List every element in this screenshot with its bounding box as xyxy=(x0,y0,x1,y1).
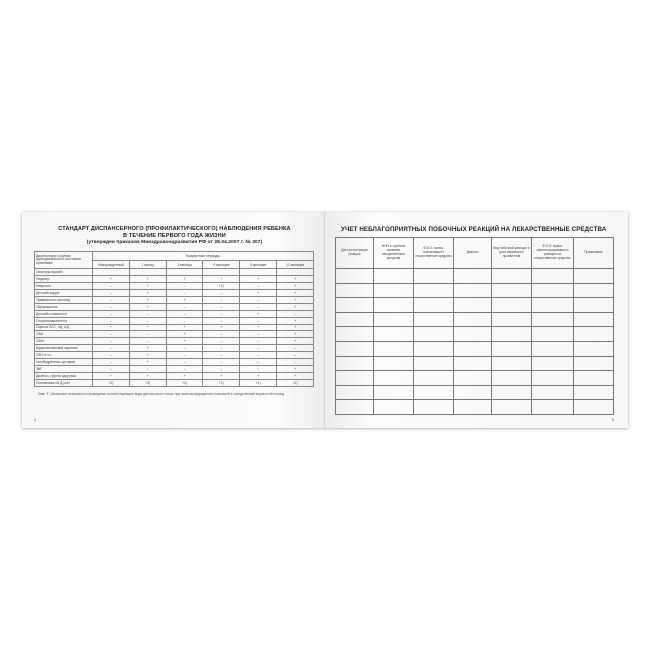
table-cell: + xyxy=(166,324,203,331)
row-label: ОАК xyxy=(35,331,93,338)
row-label: Офтальмолог xyxy=(35,303,93,310)
empty-cell[interactable] xyxy=(336,371,374,386)
table-cell: – xyxy=(240,303,277,310)
row-label: ЭКГ xyxy=(35,365,93,372)
row-label: Аудиологический скрининг xyxy=(35,345,93,352)
table-cell: – xyxy=(203,358,240,365)
table-cell: – xyxy=(240,352,277,359)
table-cell: – xyxy=(203,331,240,338)
table-cell: + xyxy=(203,276,240,283)
page-number-right: 5 xyxy=(611,417,614,422)
table-cell: – xyxy=(129,310,166,317)
table-cell xyxy=(203,269,240,276)
header-diagnostics: Диагностика и оценка функционального состояния организма xyxy=(35,252,93,269)
age-column-header: 1 месяц xyxy=(129,260,166,269)
empty-cell[interactable] xyxy=(374,298,414,313)
table-row xyxy=(35,324,314,331)
empty-cell[interactable] xyxy=(492,356,532,371)
age-column-header: 6 месяцев xyxy=(203,260,240,269)
empty-cell[interactable] xyxy=(492,385,532,400)
empty-cell[interactable] xyxy=(336,385,374,400)
table-cell: +1) xyxy=(93,379,130,386)
table-cell: – xyxy=(93,290,130,297)
empty-cell[interactable] xyxy=(454,341,492,356)
empty-cell[interactable] xyxy=(532,269,574,284)
row-label: тазобедренных суставов xyxy=(35,358,93,365)
empty-cell[interactable] xyxy=(574,283,614,298)
table-row xyxy=(35,372,314,379)
empty-cell[interactable] xyxy=(574,385,614,400)
table-cell: – xyxy=(240,296,277,303)
table-row xyxy=(35,283,314,290)
table-cell: – xyxy=(93,331,130,338)
table-cell: – xyxy=(203,290,240,297)
row-label: УЗИ, в т.ч. xyxy=(35,352,93,359)
table-cell: + xyxy=(129,345,166,352)
table-cell: + xyxy=(129,358,166,365)
booklet-spread xyxy=(22,212,628,428)
table-cell: +1) xyxy=(277,379,314,386)
column-header: Диагноз xyxy=(454,238,492,269)
table-row xyxy=(35,338,314,345)
table-cell: + xyxy=(277,290,314,297)
table-cell: + xyxy=(166,372,203,379)
empty-cell[interactable] xyxy=(492,327,532,342)
table-cell: + xyxy=(129,296,166,303)
table-cell: + xyxy=(129,372,166,379)
empty-cell[interactable] xyxy=(574,371,614,386)
table-cell: + xyxy=(277,324,314,331)
empty-cell[interactable] xyxy=(454,371,492,386)
table-cell: – xyxy=(240,331,277,338)
table-cell: – xyxy=(240,283,277,290)
empty-cell[interactable] xyxy=(492,341,532,356)
empty-row xyxy=(336,327,614,342)
empty-cell[interactable] xyxy=(574,327,614,342)
table-cell: – xyxy=(129,338,166,345)
table-cell: + xyxy=(129,290,166,297)
row-label: Травматолог-ортопед xyxy=(35,296,93,303)
table-row xyxy=(35,345,314,352)
table-cell: +1) xyxy=(240,379,277,386)
column-header: Вид побочной реакции и дата первичного проявления xyxy=(492,238,532,269)
table-cell: – xyxy=(277,352,314,359)
table-cell: + xyxy=(166,338,203,345)
empty-cell[interactable] xyxy=(336,312,374,327)
table-cell: +1) xyxy=(129,379,166,386)
table-row xyxy=(35,269,314,276)
empty-cell[interactable] xyxy=(454,298,492,313)
empty-row xyxy=(336,312,614,327)
column-header: МНН и торговое название лекарственного средства xyxy=(374,238,414,269)
table-row xyxy=(35,365,314,372)
right-page xyxy=(325,212,628,428)
table-cell: – xyxy=(240,345,277,352)
row-label: Диагноз, группа здоровья xyxy=(35,372,93,379)
table-row xyxy=(35,331,314,338)
empty-cell[interactable] xyxy=(374,312,414,327)
table-cell xyxy=(277,269,314,276)
empty-cell[interactable] xyxy=(574,269,614,284)
empty-cell[interactable] xyxy=(532,400,574,415)
header-age-periods: Возрастные периоды xyxy=(93,252,314,261)
empty-row xyxy=(336,283,614,298)
empty-cell[interactable] xyxy=(414,400,454,415)
dispensary-standard-table xyxy=(34,251,314,386)
empty-cell[interactable] xyxy=(414,283,454,298)
table-cell: +1) xyxy=(166,379,203,386)
empty-cell[interactable] xyxy=(336,341,374,356)
table-cell: – xyxy=(93,303,130,310)
empty-cell[interactable] xyxy=(454,385,492,400)
table-cell: + xyxy=(203,324,240,331)
table-cell: + xyxy=(240,324,277,331)
table-cell: + xyxy=(240,310,277,317)
age-column-header: 3 месяца xyxy=(166,260,203,269)
table-row xyxy=(35,317,314,324)
table-cell: + xyxy=(240,276,277,283)
empty-cell[interactable] xyxy=(336,283,374,298)
age-column-header: 12 месяцев xyxy=(277,260,314,269)
table-row xyxy=(35,379,314,386)
table-cell xyxy=(240,269,277,276)
table-cell: + xyxy=(166,331,203,338)
empty-cell[interactable] xyxy=(414,341,454,356)
table-cell: – xyxy=(93,345,130,352)
empty-cell[interactable] xyxy=(532,371,574,386)
table-cell: + xyxy=(129,276,166,283)
empty-cell[interactable] xyxy=(374,385,414,400)
table-cell: – xyxy=(166,317,203,324)
empty-cell[interactable] xyxy=(574,312,614,327)
empty-cell[interactable] xyxy=(492,371,532,386)
table-cell: + xyxy=(277,317,314,324)
empty-cell[interactable] xyxy=(532,283,574,298)
empty-cell[interactable] xyxy=(336,356,374,371)
empty-row xyxy=(336,371,614,386)
table-cell: – xyxy=(240,338,277,345)
table-cell: + xyxy=(277,372,314,379)
table-row xyxy=(35,296,314,303)
table-cell: – xyxy=(93,283,130,290)
empty-row xyxy=(336,298,614,313)
table-cell: – xyxy=(93,317,130,324)
empty-row xyxy=(336,269,614,284)
empty-cell[interactable] xyxy=(492,269,532,284)
row-label: Детский хирург xyxy=(35,290,93,297)
table-row xyxy=(35,303,314,310)
table-cell: + xyxy=(240,372,277,379)
empty-cell[interactable] xyxy=(414,327,454,342)
column-header: Примечание xyxy=(574,238,614,269)
empty-cell[interactable] xyxy=(374,269,414,284)
table-cell: + xyxy=(203,372,240,379)
table-cell: – xyxy=(203,338,240,345)
table-cell: – xyxy=(129,317,166,324)
table-cell: + xyxy=(277,276,314,283)
row-label: Осмотры врачей: xyxy=(35,269,93,276)
table-row xyxy=(35,276,314,283)
row-label: Постановка на Д учет xyxy=(35,379,93,386)
empty-cell[interactable] xyxy=(374,400,414,415)
empty-cell[interactable] xyxy=(532,356,574,371)
table-cell: – xyxy=(93,338,130,345)
left-page-title: СТАНДАРТ ДИСПАНСЕРНОГО (ПРОФИЛАКТИЧЕСКОГО) НАБЛЮДЕНИЯ РЕБЕНКА В ТЕЧЕНИЕ ПЕРВОГО ГОДА ЖИЗНИ (утвержден приказом Минздравсоцразвития РФ от 28.04.2007 г. № 307) xyxy=(58,226,291,245)
adverse-reactions-table xyxy=(335,237,614,415)
row-label: Невролог xyxy=(35,283,93,290)
column-header: Ф.И.О. врача, зарегистрировавшего реакцию на лекарственное средство xyxy=(532,238,574,269)
table-cell: + xyxy=(277,365,314,372)
table-cell: – xyxy=(166,303,203,310)
empty-cell[interactable] xyxy=(414,371,454,386)
table-cell: – xyxy=(203,352,240,359)
empty-cell[interactable] xyxy=(492,283,532,298)
table-cell: – xyxy=(129,365,166,372)
table-cell: – xyxy=(240,358,277,365)
table-row xyxy=(35,358,314,365)
table-cell: – xyxy=(93,365,130,372)
table-cell: + xyxy=(129,283,166,290)
table-row xyxy=(35,352,314,359)
table-cell: + xyxy=(277,283,314,290)
table-cell: +1) xyxy=(203,379,240,386)
empty-cell[interactable] xyxy=(414,385,454,400)
table-cell: + xyxy=(277,303,314,310)
empty-cell[interactable] xyxy=(492,312,532,327)
empty-cell[interactable] xyxy=(414,298,454,313)
table-cell: – xyxy=(166,365,203,372)
empty-row xyxy=(336,385,614,400)
row-label: Оториноларинголог xyxy=(35,317,93,324)
table-cell: – xyxy=(203,345,240,352)
table-cell: + xyxy=(277,338,314,345)
empty-cell[interactable] xyxy=(492,298,532,313)
row-label: ОАМ xyxy=(35,338,93,345)
table-cell: + xyxy=(93,324,130,331)
empty-cell[interactable] xyxy=(532,385,574,400)
empty-cell[interactable] xyxy=(574,356,614,371)
table-cell: – xyxy=(129,331,166,338)
table-cell: – xyxy=(93,352,130,359)
table-cell: + xyxy=(129,303,166,310)
row-label: Оценка ЧСС, ЧД, АД xyxy=(35,324,93,331)
table-cell: – xyxy=(203,310,240,317)
age-column-header: 9 месяцев xyxy=(240,260,277,269)
empty-cell[interactable] xyxy=(532,327,574,342)
table-cell: – xyxy=(203,365,240,372)
table-cell: – xyxy=(93,358,130,365)
empty-cell[interactable] xyxy=(532,312,574,327)
table-cell: – xyxy=(240,317,277,324)
table-cell xyxy=(129,269,166,276)
empty-cell[interactable] xyxy=(414,269,454,284)
table-cell: + xyxy=(93,372,130,379)
table-cell: – xyxy=(166,345,203,352)
table-cell: + xyxy=(277,331,314,338)
empty-cell[interactable] xyxy=(532,341,574,356)
page-number-left: 4 xyxy=(34,417,37,422)
empty-cell[interactable] xyxy=(492,400,532,415)
empty-cell[interactable] xyxy=(336,298,374,313)
table-cell xyxy=(93,269,130,276)
table-cell: + xyxy=(166,296,203,303)
table-cell: – xyxy=(240,365,277,372)
table-cell: – xyxy=(166,352,203,359)
empty-cell[interactable] xyxy=(574,298,614,313)
empty-cell[interactable] xyxy=(454,327,492,342)
empty-cell[interactable] xyxy=(414,356,454,371)
table-cell: – xyxy=(203,303,240,310)
empty-cell[interactable] xyxy=(374,283,414,298)
table-cell: + xyxy=(129,352,166,359)
empty-cell[interactable] xyxy=(374,371,414,386)
empty-cell[interactable] xyxy=(336,327,374,342)
table-row xyxy=(35,290,314,297)
empty-cell[interactable] xyxy=(574,400,614,415)
table-cell xyxy=(166,269,203,276)
table-cell: – xyxy=(203,296,240,303)
empty-cell[interactable] xyxy=(374,327,414,342)
empty-cell[interactable] xyxy=(574,341,614,356)
table-cell: – xyxy=(166,310,203,317)
empty-row xyxy=(336,341,614,356)
table-row xyxy=(35,310,314,317)
empty-row xyxy=(336,356,614,371)
empty-cell[interactable] xyxy=(454,400,492,415)
footnote: Знак "1" обозначает возможность проведения соответствующего вида деятельности только при наличии медицинских показаний в определенный возрастной период. xyxy=(38,391,285,396)
right-page-title: УЧЕТ НЕБЛАГОПРИЯТНЫХ ПОБОЧНЫХ РЕАКЦИЙ НА ЛЕКАРСТВЕННЫЕ СРЕДСТВА xyxy=(341,226,607,233)
empty-cell[interactable] xyxy=(374,341,414,356)
left-page xyxy=(22,212,325,428)
empty-cell[interactable] xyxy=(454,356,492,371)
table-cell: – xyxy=(277,310,314,317)
table-cell: – xyxy=(203,317,240,324)
table-cell: + xyxy=(277,296,314,303)
table-cell: – xyxy=(166,290,203,297)
table-cell: +1) xyxy=(203,283,240,290)
table-cell: + xyxy=(240,290,277,297)
empty-cell[interactable] xyxy=(414,312,454,327)
empty-cell[interactable] xyxy=(336,269,374,284)
table-cell: – xyxy=(166,358,203,365)
empty-cell[interactable] xyxy=(374,356,414,371)
age-column-header: Новорожденный xyxy=(93,260,130,269)
empty-cell[interactable] xyxy=(454,312,492,327)
table-cell: – xyxy=(166,283,203,290)
column-header: Дата регистрации реакции xyxy=(336,238,374,269)
column-header: Ф.И.О. врача, назначившего лекарственное средство xyxy=(414,238,454,269)
table-cell: – xyxy=(93,296,130,303)
empty-row xyxy=(336,400,614,415)
empty-cell[interactable] xyxy=(532,298,574,313)
table-cell: – xyxy=(277,345,314,352)
empty-cell[interactable] xyxy=(336,400,374,415)
row-label: Педиатр xyxy=(35,276,93,283)
table-cell: + xyxy=(93,276,130,283)
table-cell: + xyxy=(166,276,203,283)
table-cell: + xyxy=(129,324,166,331)
empty-cell[interactable] xyxy=(454,283,492,298)
table-cell: – xyxy=(93,310,130,317)
empty-cell[interactable] xyxy=(454,269,492,284)
table-cell: – xyxy=(277,358,314,365)
row-label: Детский стоматолог xyxy=(35,310,93,317)
